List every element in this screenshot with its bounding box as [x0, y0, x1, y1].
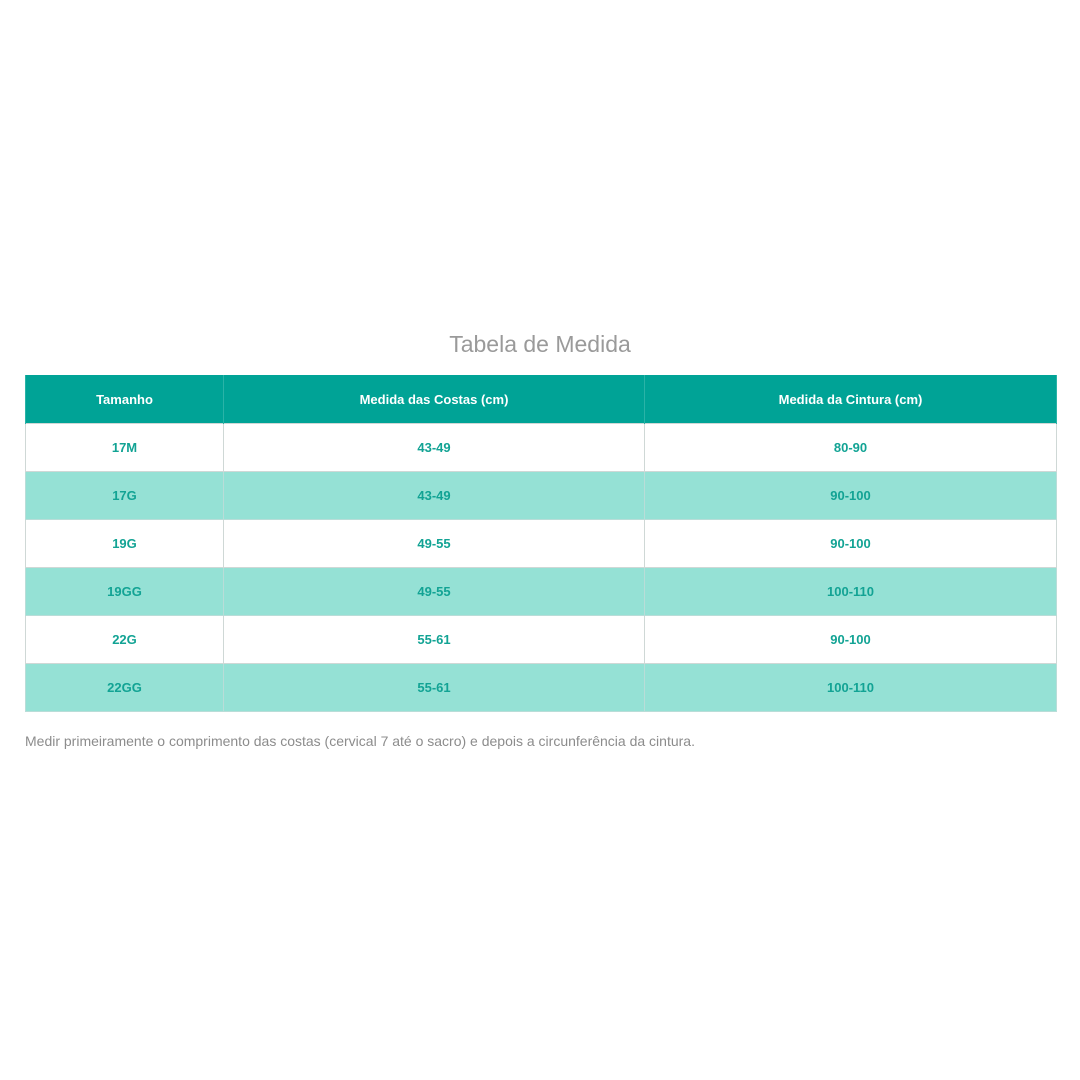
cell-back-measure: 55-61 [224, 664, 645, 712]
table-row [26, 520, 1057, 568]
cell-size: 19GG [26, 568, 224, 616]
column-header-medida-cintura: Medida da Cintura (cm) [645, 375, 1057, 424]
cell-waist-measure: 100-110 [645, 568, 1057, 616]
size-table [25, 375, 1057, 712]
cell-waist-measure: 90-100 [645, 472, 1057, 520]
cell-back-measure: 43-49 [224, 424, 645, 472]
cell-back-measure: 49-55 [224, 568, 645, 616]
cell-size: 19G [26, 520, 224, 568]
cell-back-measure: 49-55 [224, 520, 645, 568]
table-row [26, 616, 1057, 664]
cell-back-measure: 43-49 [224, 472, 645, 520]
table-row [26, 472, 1057, 520]
cell-back-measure: 55-61 [224, 616, 645, 664]
cell-waist-measure: 100-110 [645, 664, 1057, 712]
cell-waist-measure: 90-100 [645, 520, 1057, 568]
table-row [26, 664, 1057, 712]
cell-waist-measure: 80-90 [645, 424, 1057, 472]
cell-size: 17G [26, 472, 224, 520]
table-row [26, 568, 1057, 616]
column-header-tamanho: Tamanho [26, 375, 224, 424]
page-title: Tabela de Medida [449, 331, 631, 357]
table-row [26, 424, 1057, 472]
table-header-row [26, 375, 1057, 424]
cell-size: 22G [26, 616, 224, 664]
cell-size: 17M [26, 424, 224, 472]
cell-size: 22GG [26, 664, 224, 712]
column-header-medida-costas: Medida das Costas (cm) [224, 375, 645, 424]
measurement-instructions: Medir primeiramente o comprimento das costas (cervical 7 até o sacro) e depois a circunferência da cintura. [25, 733, 695, 749]
cell-waist-measure: 90-100 [645, 616, 1057, 664]
